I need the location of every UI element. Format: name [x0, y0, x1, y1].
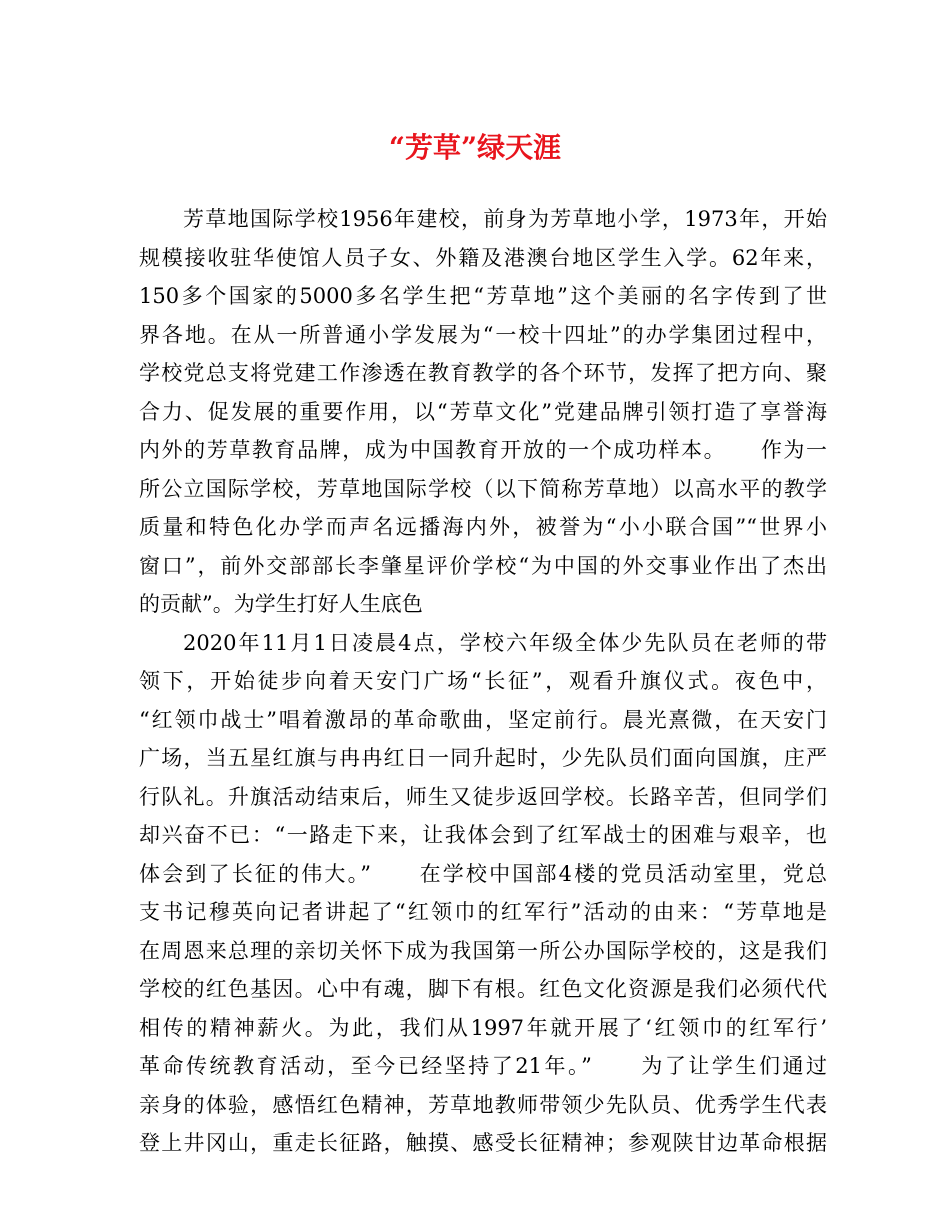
- text-line: 行队礼。升旗活动结束后，师生又徒步返回学校。长路辛苦，但同学们: [139, 784, 827, 809]
- text-line: “红领巾战士”唱着激昂的革命歌曲，坚定前行。晨光熹微，在天安门: [139, 707, 827, 732]
- text-line: 登上井冈山，重走长征路，触摸、感受长征精神；参观陕甘边革命根据: [139, 1131, 827, 1155]
- text-line: 领下，开始徒步向着天安门广场“长征”，观看升旗仪式。夜色中，: [139, 669, 827, 693]
- text-line: 规模接收驻华使馆人员子女、外籍及港澳台地区学生入学。62年来，: [139, 245, 827, 270]
- text-line: 学校的红色基因。心中有魂，脚下有根。红色文化资源是我们必须代代: [139, 977, 827, 1001]
- text-line: 的贡献”。为学生打好人生底色: [139, 592, 423, 616]
- text-line: 亲身的体验，感悟红色精神，芳草地教师带领少先队员、优秀学生代表: [139, 1092, 827, 1117]
- text-line: 广场，当五星红旗与冉冉红日一同升起时，少先队员们面向国旗，庄严: [139, 746, 827, 770]
- text-line: 窗口”，前外交部部长李肇星评价学校“为中国的外交事业作出了杰出: [139, 553, 827, 578]
- text-line: 却兴奋不已：“一路走下来，让我体会到了红军战士的困难与艰辛，也: [139, 823, 827, 847]
- text-line: 支书记穆英向记者讲起了“红领巾的红军行”活动的由来：“芳草地是: [139, 900, 827, 924]
- text-line: 界各地。在从一所普通小学发展为“一校十四址”的办学集团过程中，: [139, 322, 827, 347]
- text-line: 革命传统教育活动，至今已经坚持了21年。” 为了让学生们通过: [139, 1054, 827, 1078]
- text-line: 所公立国际学校，芳草地国际学校（以下简称芳草地）以高水平的教学: [139, 476, 827, 501]
- text-line: 2020年11月1日凌晨4点，学校六年级全体少先队员在老师的带: [183, 630, 827, 655]
- text-line: 合力、促发展的重要作用，以“芳草文化”党建品牌引领打造了享誉海: [139, 399, 827, 424]
- article-body: [139, 200, 827, 1163]
- text-line: 芳草地国际学校1956年建校，前身为芳草地小学，1973年，开始: [183, 207, 827, 231]
- page-title: “芳草”绿天涯: [388, 131, 562, 164]
- text-line: 在周恩来总理的亲切关怀下成为我国第一所公办国际学校的，这是我们: [139, 938, 827, 963]
- text-line: 质量和特色化办学而声名远播海内外，被誉为“小小联合国”“世界小: [139, 515, 827, 539]
- text-line: 内外的芳草教育品牌，成为中国教育开放的一个成功样本。 作为一: [139, 438, 827, 462]
- text-line: 150多个国家的5000多名学生把“芳草地”这个美丽的名字传到了世: [139, 284, 827, 308]
- text-line: 相传的精神薪火。为此，我们从1997年就开展了‘红领巾的红军行’: [139, 1015, 827, 1040]
- text-line: 学校党总支将党建工作渗透在教育教学的各个环节，发挥了把方向、聚: [139, 361, 827, 385]
- text-line: 体会到了长征的伟大。” 在学校中国部4楼的党员活动室里，党总: [139, 861, 827, 886]
